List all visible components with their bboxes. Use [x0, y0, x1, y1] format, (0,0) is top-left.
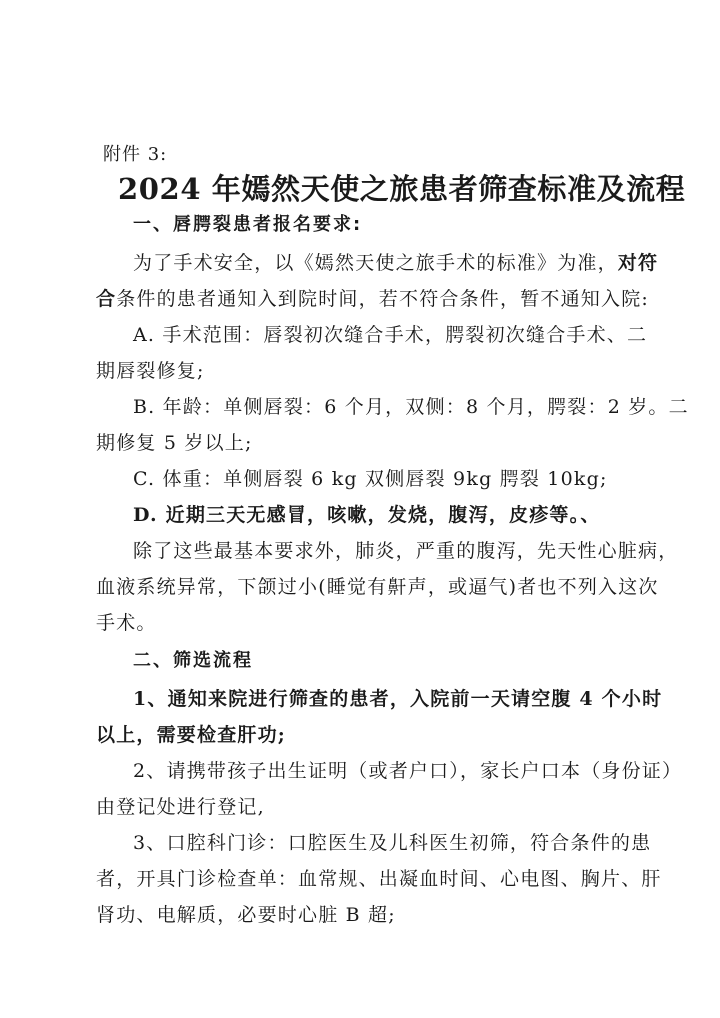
- section1-intro-line2: [96, 290, 649, 309]
- step2-line2: 由登记处进行登记,: [96, 796, 265, 818]
- step3-line3: 肾功、电解质，必要时心脏 B 超;: [96, 904, 396, 926]
- intro-text: 为了手术安全，以《嫣然天使之旅手术的标准》为准，: [133, 252, 618, 274]
- intro-text: 条件的患者通知入到院时间，若不符合条件，暂不通知入院:: [116, 288, 650, 310]
- section2-heading: 二、筛选流程: [133, 650, 253, 671]
- step3-line1: 3、口腔科门诊：口腔医生及儿科医生初筛，符合条件的患: [133, 832, 652, 854]
- item-a-line2: 期唇裂修复;: [96, 360, 205, 382]
- item-c: C. 体重：单侧唇裂 6 kg 双侧唇裂 9kg 腭裂 10kg;: [133, 468, 608, 490]
- step1-line1: 1、通知来院进行筛查的患者，入院前一天请空腹 4 个小时: [133, 688, 663, 710]
- step2-line1: 2、请携带孩子出生证明（或者户口），家长户口本（身份证）: [133, 760, 683, 782]
- item-b-line2: 期修复 5 岁以上;: [96, 432, 253, 454]
- document-title: 2024 年嫣然天使之旅患者筛查标准及流程: [118, 172, 686, 206]
- intro-bold-text: 对符: [617, 252, 659, 274]
- attachment-label: 附件 3:: [103, 144, 168, 165]
- step3-line2: 者，开具门诊检查单：血常规、出凝血时间、心电图、胸片、肝: [96, 868, 662, 890]
- step1-line2: 以上，需要检查肝功;: [96, 724, 287, 746]
- intro-bold-text: 合: [96, 288, 117, 310]
- section1-intro-line1: [133, 254, 658, 273]
- extra-line3: 手术。: [96, 612, 157, 634]
- extra-line1: 除了这些最基本要求外，肺炎，严重的腹泻，先天性心脏病，: [133, 540, 679, 562]
- extra-line2: 血液系统异常，下颌过小(睡觉有鼾声，或逼气)者也不列入这次: [96, 576, 659, 598]
- item-b-line1: B. 年龄：单侧唇裂：6 个月，双侧：8 个月，腭裂：2 岁。二: [133, 396, 689, 418]
- item-d: D. 近期三天无感冒，咳嗽，发烧，腹泻，皮疹等。、: [133, 504, 601, 526]
- item-a-line1: A. 手术范围：唇裂初次缝合手术，腭裂初次缝合手术、二: [133, 324, 648, 346]
- section1-heading: 一、唇腭裂患者报名要求:: [133, 214, 363, 235]
